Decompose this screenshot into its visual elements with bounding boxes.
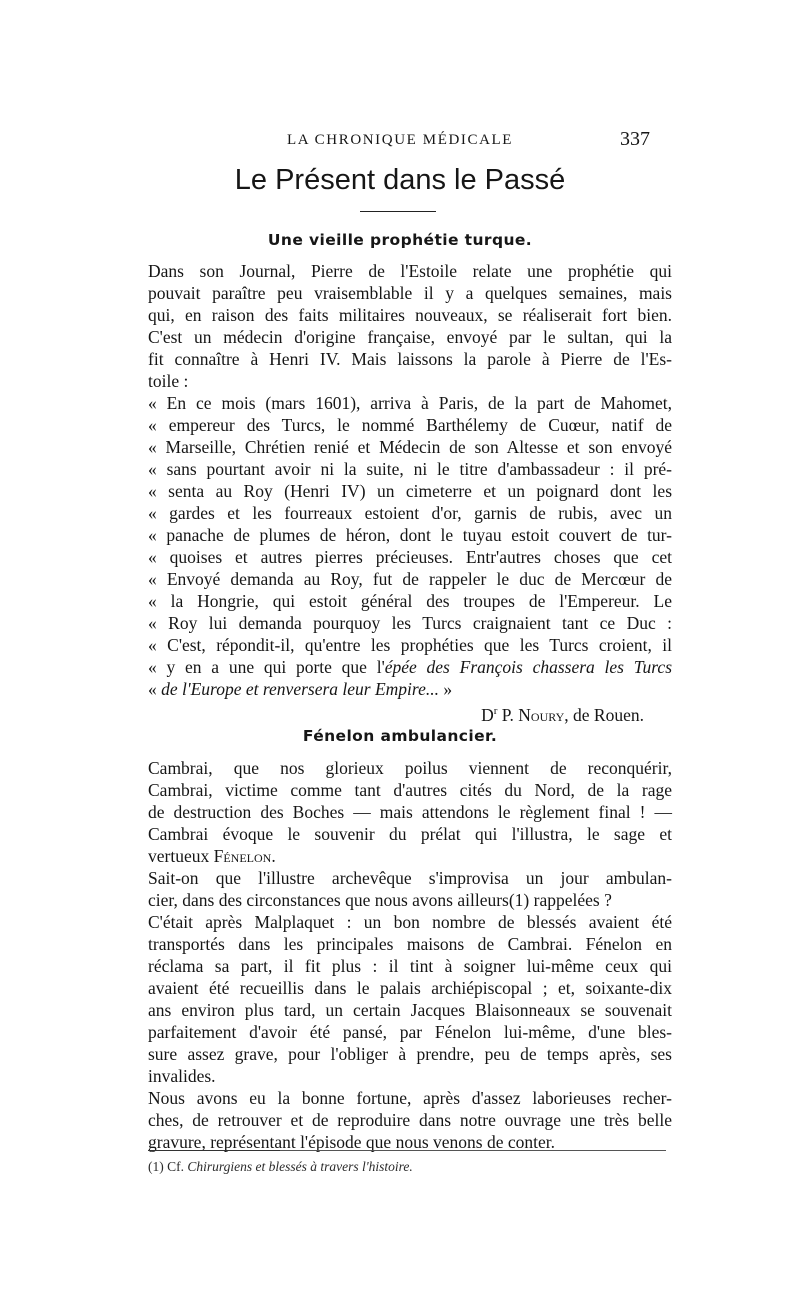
- text-line: Cambrai évoque le souvenir du prélat qui l'illustra, le sage et: [148, 824, 672, 844]
- text-line: Sait-on que l'illustre archevêque s'improvisa un jour ambulan-: [148, 868, 672, 888]
- text-line: « gardes et les fourreaux estoient d'or, garnis de rubis, avec un: [148, 503, 672, 523]
- text-line: Nous avons eu la bonne fortune, après d'assez laborieuses recher-: [148, 1088, 672, 1108]
- text-line: ans environ plus tard, un certain Jacques Blaisonneaux se souvenait: [148, 1000, 672, 1020]
- article-body-fenelon: [148, 757, 672, 1153]
- text-line: « senta au Roy (Henri IV) un cimeterre et un poignard dont les: [148, 481, 672, 501]
- footnote-marker: (1): [148, 1159, 164, 1174]
- text-line: Cambrai, victime comme tant d'autres cités du Nord, de la rage: [148, 780, 672, 800]
- text-line: « En ce mois (mars 1601), arriva à Paris, de la part de Mahomet,: [148, 393, 672, 413]
- text-line: C'est un médecin d'origine française, envoyé par le sultan, qui la: [148, 327, 672, 347]
- text-line: gravure, représentant l'épisode que nous venons de conter.: [148, 1132, 555, 1152]
- text-line: toile :: [148, 371, 189, 391]
- text-line: Dans son Journal, Pierre de l'Estoile relate une prophétie qui: [148, 261, 672, 281]
- author-signature: $D^r$ P. Noury, de Rouen.: [481, 704, 644, 725]
- text-line: « panache de plumes de héron, dont le tuyau estoit couvert de tur-: [148, 525, 672, 545]
- text-line: fit connaître à Henri IV. Mais laissons la parole à Pierre de l'Es-: [148, 349, 672, 369]
- text-line: cier, dans des circonstances que nous avons ailleurs(1) rappelées ?: [148, 890, 612, 910]
- text-line: de destruction des Boches — mais attendons le règlement final ! —: [148, 802, 672, 822]
- page-number: 337: [620, 128, 650, 150]
- running-header: [148, 130, 652, 154]
- text-line: transportés dans les principales maisons de Cambrai. Fénelon en: [148, 934, 672, 954]
- footnote-rule: [148, 1150, 280, 1151]
- text-line: invalides.: [148, 1066, 216, 1086]
- text-line: « Envoyé demanda au Roy, fut de rappeler le duc de Mercœur de: [148, 569, 672, 589]
- text-line: « la Hongrie, qui estoit général des troupes de l'Empereur. Le: [148, 591, 672, 611]
- text-line: « Marseille, Chrétien renié et Médecin de son Altesse et son envoyé: [148, 437, 672, 457]
- footnote-reference[interactable]: (1): [508, 890, 530, 910]
- footnote: [148, 1158, 668, 1176]
- text-line: qui, en raison des faits militaires nouveaux, se réaliserait fort bien.: [148, 305, 672, 325]
- text-line: « empereur des Turcs, le nommé Barthélemy de Cuœur, natif de: [148, 415, 672, 435]
- article-body-prophecy: [148, 260, 673, 725]
- article-heading-fenelon: Fénelon ambulancier.: [302, 727, 498, 745]
- text-line: « sans pourtant avoir ni la suite, ni le titre d'ambassadeur : il pré-: [148, 459, 672, 479]
- text-line: « y en a une qui porte que l'épée des François chassera les Turcs: [148, 657, 673, 677]
- text-line: pouvait paraître peu vraisemblable il y a quelques semaines, mais: [148, 283, 672, 303]
- text-line: C'était après Malplaquet : un bon nombre de blessés avaient été: [148, 912, 672, 932]
- text-line: parfaitement d'avoir été pansé, par Fénelon lui-même, d'une bles-: [148, 1022, 672, 1042]
- footnote-text: Chirurgiens et blessés à travers l'histoire.: [187, 1159, 413, 1174]
- footnote-prefix: Cf.: [163, 1159, 188, 1174]
- text-line: vertueux Fénelon.: [148, 846, 276, 866]
- text-line: sure assez grave, pour l'obliger à prendre, peu de temps après, ses: [148, 1044, 672, 1064]
- text-line: « Roy lui demanda pourquoy les Turcs craignaient tant ce Duc :: [148, 613, 672, 633]
- text-line: réclama sa part, il fit plus : il tint à soigner lui-même ceux qui: [148, 956, 672, 976]
- text-line: « de l'Europe et renversera leur Empire... »: [148, 679, 453, 699]
- journal-name: LA CHRONIQUE MÉDICALE: [286, 132, 514, 148]
- text-line: « quoises et autres pierres précieuses. Entr'autres choses que cet: [148, 547, 672, 567]
- text-line: avaient été recueillis dans le palais archiépiscopal ; et, soixante-dix: [148, 978, 672, 998]
- text-line: ches, de retrouver et de reproduire dans notre ouvrage une très belle: [148, 1110, 672, 1130]
- section-title: Le Présent dans le Passé: [234, 164, 566, 196]
- article-heading-prophecy: Une vieille prophétie turque.: [267, 231, 533, 249]
- text-line: « C'est, répondit-il, qu'entre les prophéties que les Turcs croient, il: [148, 635, 672, 655]
- title-rule: [360, 211, 436, 212]
- footnote-rule-extension: [280, 1150, 666, 1151]
- text-line: Cambrai, que nos glorieux poilus viennent de reconquérir,: [148, 758, 672, 778]
